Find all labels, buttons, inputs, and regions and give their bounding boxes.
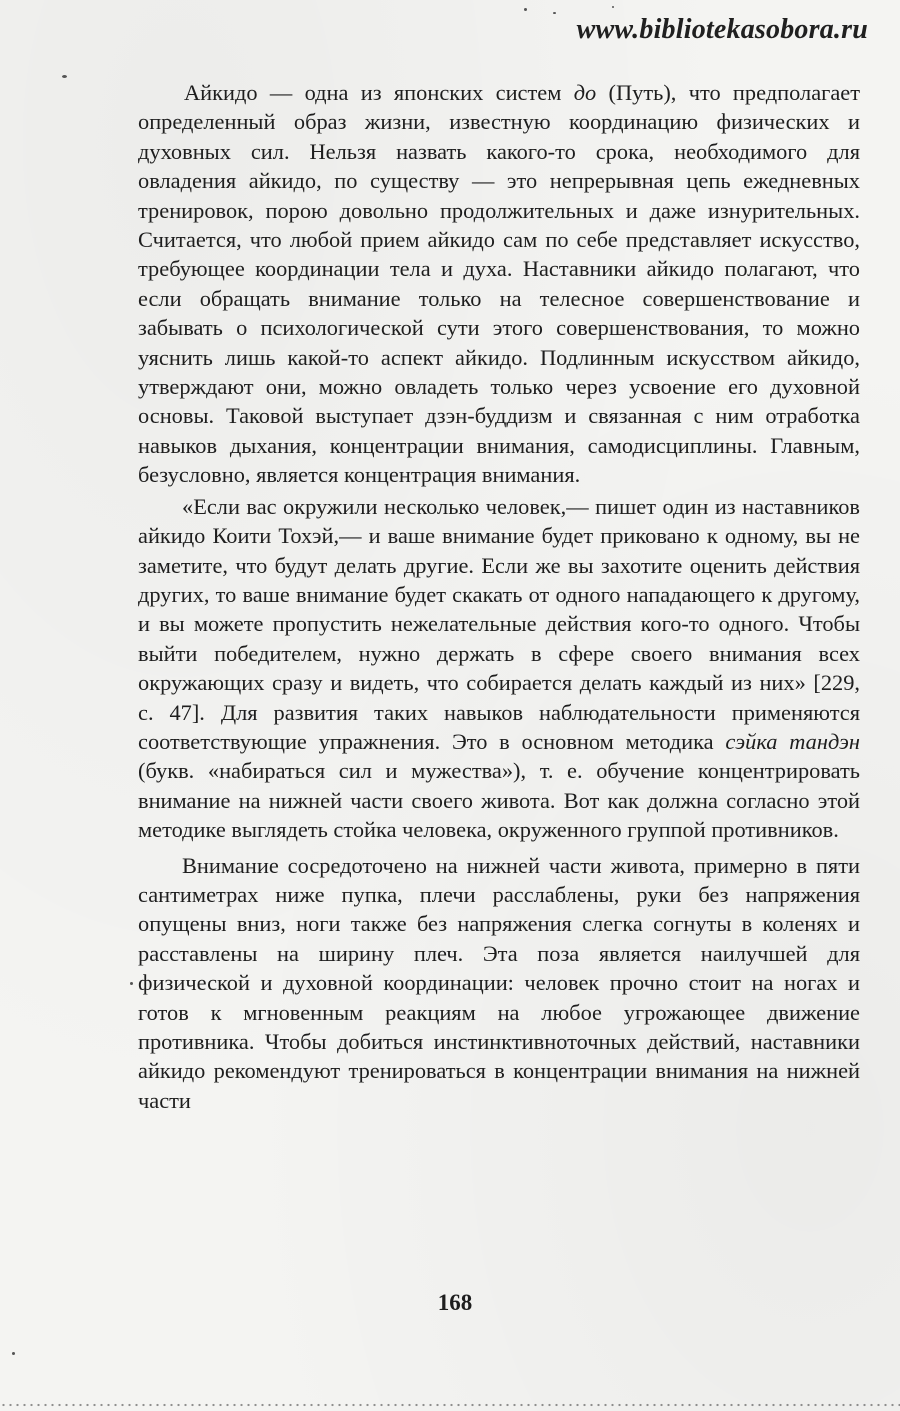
scan-speck xyxy=(62,75,67,78)
scan-speck xyxy=(524,8,527,11)
text-run: «Если вас окружили несколько человек,— пишет один из наставников айкидо Коити Тохэй,— и ваше внимание будет приковано к одному, вы не заметите, что будут делать другие. Если же вы захотите оценить действия других, то ваше внимание будет скакать от одного нападающего к другому, и вы можете пропустить нежелательные действия кого-то одного. Чтобы выйти победителем, нужно держать в сфере своего внимания всех окружающих сразу и видеть, что собирается делать каждый из них» [229, с. 47]. Для развития таких навыков наблюдательности применяются соответствующие упражнения. Это в основном методика xyxy=(138,493,860,754)
site-watermark: www.bibliotekasobora.ru xyxy=(576,14,868,45)
paragraph-3 xyxy=(138,851,860,1116)
scan-speck xyxy=(553,12,556,14)
scan-edge-dots xyxy=(0,1403,900,1407)
body-text xyxy=(138,78,860,1115)
text-run: (букв. «набираться сил и мужества»), т. е. обучение концентрировать внимание на нижней части своего живота. Вот как должна согласно этой методике выглядеть стойка человека, окруженного группой противников. xyxy=(138,758,860,843)
paragraph-2 xyxy=(138,492,860,845)
text-run: Айкидо — одна из японских систем xyxy=(184,80,574,105)
term-do: до xyxy=(573,80,597,105)
text-run: (Путь), что предполагает определенный образ жизни, известную координацию физических и духовных сил. Нельзя назвать какого-то срока, необходимого для овладения айкидо, по существу — это непрерывная цепь ежедневных тренировок, порою довольно продолжительных и даже изнурительных. Считается, что любой прием айкидо сам по себе представляет искусство, требующее координации тела и духа. Наставники айкидо полагают, что если обращать внимание только на телесное совершенствование и забывать о психологической сути этого совершенствования, то можно уяснить лишь какой-то аспект айкидо. Подлинным искусством айкидо, утверждают они, можно овладеть только через усвоение его духовной основы. Таковой выступает дзэн-буддизм и связанная с ним отработка навыков дыхания, концентрации внимания, самодисциплины. Главным, безусловно, является концентрация внимания. xyxy=(138,80,860,488)
text-run: Внимание сосредоточено на нижней части живота, примерно в пяти сантиметрах ниже пупка, плечи расслаблены, руки без напряжения опущены вниз, ноги также без напряжения слегка согнуты в коленях и расставлены на ширину плеч. Эта поза является наилучшей для физической и духовной координации: человек прочно стоит на ногах и готов к мгновенным реакциям на любое угрожающее движение противника. Чтобы добиться инстинктивноточных действий, наставники айкидо рекомендуют тренироваться в концентрации внимания на нижней части xyxy=(138,852,860,1113)
paragraph-1 xyxy=(138,78,860,490)
page-number: 168 xyxy=(437,1290,473,1315)
term-seika-tanden: сэйка тандэн xyxy=(725,728,860,754)
scan-speck xyxy=(612,6,614,8)
scan-speck xyxy=(130,982,133,985)
scan-speck xyxy=(12,1352,15,1355)
